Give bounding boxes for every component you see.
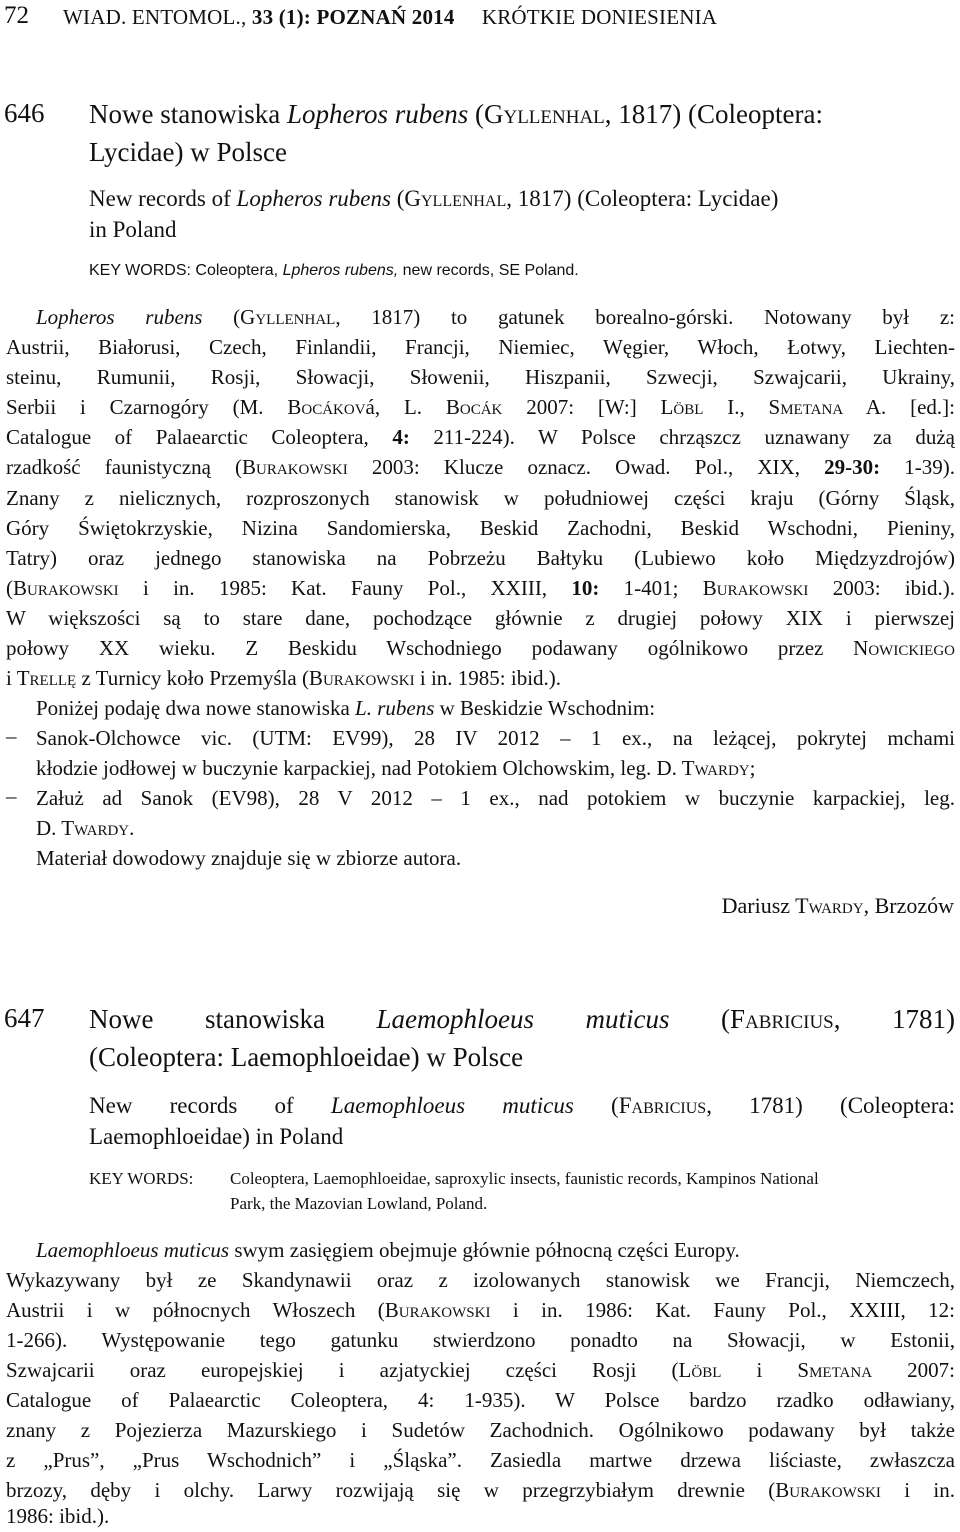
text: i in. 1986: Kat. Fauny Pol., XXIII, 12: bbox=[490, 1298, 955, 1322]
body-line: Góry Świętokrzyskie, Nizina Sandomierska, Beskid Zachodni, Beskid Wschodni, Pieniny, bbox=[6, 516, 955, 540]
text: Szwajcarii oraz europejskiej i azjatyckiej części Rosji (L bbox=[6, 1358, 692, 1382]
author-name: urakowski bbox=[789, 1478, 881, 1502]
text: I., S bbox=[703, 395, 781, 419]
text: i T bbox=[6, 666, 30, 690]
text: brzozy, dęby i olchy. Larwy rozwijają się w przegrzybiałym drewnie (B bbox=[6, 1478, 790, 1502]
body-line: Materiał dowodowy znajduje się w zbiorze autora. bbox=[36, 846, 462, 870]
author-name: wardy bbox=[808, 893, 864, 918]
author-name: urakowski bbox=[322, 666, 415, 690]
text: 1-401; B bbox=[599, 576, 717, 600]
author-name: urakowski bbox=[716, 576, 809, 600]
text: w Beskidzie Wschodnim: bbox=[434, 696, 656, 720]
species-name: Lopheros rubens bbox=[286, 99, 469, 129]
body-line bbox=[6, 574, 955, 602]
author-name: urakowski bbox=[256, 455, 348, 479]
body-line bbox=[6, 393, 955, 421]
article-title-en-line2: in Poland bbox=[89, 217, 177, 242]
text: 211-224). W Polsce chrząszcz uznawany za dużą bbox=[409, 425, 955, 449]
text: , 1817) to gatunek borealno-górski. Notowany był z: bbox=[335, 305, 956, 329]
text: Dariusz T bbox=[721, 893, 809, 918]
text: Catalogue of Palaearctic Coleoptera, bbox=[6, 425, 393, 449]
author-name: öbl bbox=[691, 1358, 722, 1382]
text: A. [ed.]: bbox=[843, 395, 955, 419]
body-line bbox=[6, 1476, 955, 1504]
list-item-continued bbox=[36, 754, 755, 782]
list-bullet: – bbox=[6, 784, 17, 808]
running-header bbox=[63, 5, 717, 30]
article-number: 646 bbox=[4, 98, 45, 128]
body-line bbox=[6, 453, 955, 481]
article-title-pl-line2: (Coleoptera: Laemophloeidae) w Polsce bbox=[89, 1042, 524, 1072]
body-line: 1986: ibid.). bbox=[6, 1504, 110, 1528]
author-name: metana bbox=[780, 395, 844, 419]
list-item-continued bbox=[36, 814, 134, 842]
species-name: Laemophloeus muticus bbox=[376, 1004, 670, 1034]
volume-number: 29-30: bbox=[824, 455, 881, 479]
text: 2003: Klucze oznacz. Owad. Pol., XIX, bbox=[347, 455, 825, 479]
body-line bbox=[6, 423, 955, 451]
article-author bbox=[722, 892, 954, 920]
text: i in. 1985: Kat. Fauny Pol., XXIII, bbox=[118, 576, 572, 600]
title-text: , 1817) (Coleoptera: bbox=[604, 99, 823, 129]
keywords-text: KEY WORDS: Coleoptera, bbox=[89, 262, 283, 279]
article-title-pl-line2: Lycidae) w Polsce bbox=[89, 137, 287, 167]
author-name: wardy bbox=[694, 756, 750, 780]
article-title-en bbox=[89, 1090, 955, 1122]
text: 2007: bbox=[872, 1358, 956, 1382]
text: z Turnicy koło Przemyśla (B bbox=[76, 666, 323, 690]
title-text: (F bbox=[669, 1004, 746, 1034]
title-text: Nowe stanowiska bbox=[89, 99, 287, 129]
body-line: Tatry) oraz jednego stanowiska na Pobrzeżu Bałtyku (Lubiewo koło Międzyzdrojów) bbox=[6, 546, 955, 570]
species-name: Lopheros rubens bbox=[236, 186, 391, 211]
title-text: (G bbox=[468, 99, 504, 129]
list-item: Załuż ad Sanok (EV98), 28 V 2012 – 1 ex., nad potokiem w buczynie karpackiej, leg. bbox=[36, 786, 955, 810]
section-name: KRÓTKIE DONIESIENIA bbox=[481, 5, 718, 29]
body-line bbox=[36, 694, 655, 722]
journal-volume: 33 (1): POZNAŃ 2014 bbox=[251, 5, 455, 29]
text: , Brzozów bbox=[863, 893, 954, 918]
body-line: Znany z nielicznych, rozproszonych stanowisk w południowej części kraju (Górny Śląsk, bbox=[6, 486, 955, 510]
text: rzadkość faunistyczną (B bbox=[6, 455, 257, 479]
body-line bbox=[6, 1356, 955, 1384]
keywords-text: new records, SE Poland. bbox=[398, 262, 579, 279]
title-text: New records of bbox=[89, 186, 237, 211]
text: (B bbox=[6, 576, 27, 600]
body-line bbox=[6, 664, 561, 692]
article-title-pl bbox=[89, 95, 823, 133]
text: ; bbox=[749, 756, 756, 780]
species-name: Lpheros rubens, bbox=[282, 262, 399, 279]
author-name: öbl bbox=[673, 395, 704, 419]
title-text: (G bbox=[390, 186, 421, 211]
author-name: wardy bbox=[74, 816, 130, 840]
author-name: urakowski bbox=[398, 1298, 491, 1322]
text: Serbii i Czarnogóry (M. B bbox=[6, 395, 302, 419]
article-title-en bbox=[89, 183, 778, 215]
text: D. T bbox=[36, 816, 75, 840]
text: połowy XX wieku. Z Beskidu Wschodniego podawany ogólnikowo przez N bbox=[6, 636, 869, 660]
volume-number: 10: bbox=[571, 576, 600, 600]
page-number: 72 bbox=[4, 2, 29, 29]
body-line: Austrii, Białorusi, Czech, Finlandii, Francji, Niemiec, Węgier, Włoch, Łotwy, Liechten- bbox=[6, 335, 955, 359]
keywords bbox=[89, 262, 579, 280]
text: . bbox=[129, 816, 135, 840]
text: 1-39). bbox=[880, 455, 955, 479]
author-name: yllenhal bbox=[503, 99, 605, 129]
text: 2003: ibid.). bbox=[808, 576, 955, 600]
keywords: Coleoptera, Laemophloeidae, saproxylic insects, faunistic records, Kampinos National bbox=[230, 1169, 819, 1188]
text: 2007: [W:] L bbox=[502, 395, 674, 419]
list-bullet: – bbox=[6, 724, 17, 748]
body-line: z „Prus”, „Prus Wschodnich” i „Śląska”. Zasiedla martwe drzewa liściaste, zwłaszcza bbox=[6, 1448, 955, 1472]
text: Poniżej podaję dwa nowe stanowiska bbox=[36, 696, 356, 720]
title-text: (F bbox=[573, 1093, 632, 1118]
journal-name: WIAD. ENTOMOL., bbox=[63, 5, 252, 29]
title-text: , 1781) (Coleoptera: bbox=[706, 1093, 955, 1118]
body-line: W większości są to stare dane, pochodzące głównie z drugiej połowy XIX i pierwszej bbox=[6, 606, 955, 630]
author-name: yllenhal bbox=[255, 305, 336, 329]
title-text: , 1781) bbox=[833, 1004, 956, 1034]
author-name: ocák bbox=[459, 395, 503, 419]
text: Austrii i w północnych Włoszech (B bbox=[6, 1298, 399, 1322]
species-name: Laemophloeus muticus bbox=[330, 1093, 574, 1118]
body-line bbox=[6, 634, 955, 662]
author-name: metana bbox=[809, 1358, 873, 1382]
species-name: Laemophloeus muticus bbox=[36, 1238, 230, 1262]
author-name: ocákov bbox=[301, 395, 366, 419]
text: á, L. B bbox=[365, 395, 460, 419]
text: swym zasięgiem obejmuje głównie północną części Europy. bbox=[229, 1238, 740, 1262]
body-line: Wykazywany był ze Skandynawii oraz z izolowanych stanowisk we Francji, Niemczech, bbox=[6, 1268, 955, 1292]
article-title-pl bbox=[89, 1000, 955, 1038]
text: i S bbox=[721, 1358, 810, 1382]
species-name: Lopheros rubens bbox=[36, 305, 203, 329]
body-line: steinu, Rumunii, Rosji, Słowacji, Słowenii, Hiszpanii, Szwecji, Szwajcarii, Ukrainy, bbox=[6, 365, 955, 389]
text: kłodzie jodłowej w buczynie karpackiej, nad Potokiem Olchowskim, leg. D. T bbox=[36, 756, 695, 780]
body-line: Catalogue of Palaearctic Coleoptera, 4: 1-935). W Polsce bardzo rzadko odławiany, bbox=[6, 1388, 955, 1412]
body-line: znany z Pojezierza Mazurskiego i Sudetów Zachodnich. Ogólnikowo podawany był także bbox=[6, 1418, 955, 1442]
keywords-line2: Park, the Mazovian Lowland, Poland. bbox=[230, 1194, 488, 1213]
title-text: New records of bbox=[89, 1093, 331, 1118]
author-name: urakowski bbox=[27, 576, 119, 600]
keywords-label: KEY WORDS: bbox=[89, 1169, 194, 1188]
author-name: abricius bbox=[745, 1004, 834, 1034]
article-number: 647 bbox=[4, 1003, 45, 1033]
body-line bbox=[36, 303, 955, 331]
body-line: 1-266). Występowanie tego gatunku stwierdzono ponadto na Słowacji, w Estonii, bbox=[6, 1328, 955, 1352]
title-text: Nowe stanowiska bbox=[89, 1004, 377, 1034]
text: (G bbox=[202, 305, 256, 329]
article-title-en-line2: Laemophloeidae) in Poland bbox=[89, 1124, 344, 1149]
body-line bbox=[6, 1296, 955, 1324]
author-name: abricius bbox=[631, 1093, 707, 1118]
species-name: L. rubens bbox=[355, 696, 435, 720]
author-name: owickiego bbox=[868, 636, 955, 660]
list-item: Sanok-Olchowce vic. (UTM: EV99), 28 IV 2012 – 1 ex., na leżącej, pokrytej mchami bbox=[36, 726, 955, 750]
body-line bbox=[36, 1236, 740, 1264]
volume-number: 4: bbox=[392, 425, 410, 449]
text: i in. bbox=[880, 1478, 955, 1502]
text: i in. 1985: ibid.). bbox=[414, 666, 562, 690]
title-text: , 1817) (Coleoptera: Lycidae) bbox=[506, 186, 779, 211]
author-name: rellę bbox=[29, 666, 77, 690]
author-name: yllenhal bbox=[420, 186, 507, 211]
